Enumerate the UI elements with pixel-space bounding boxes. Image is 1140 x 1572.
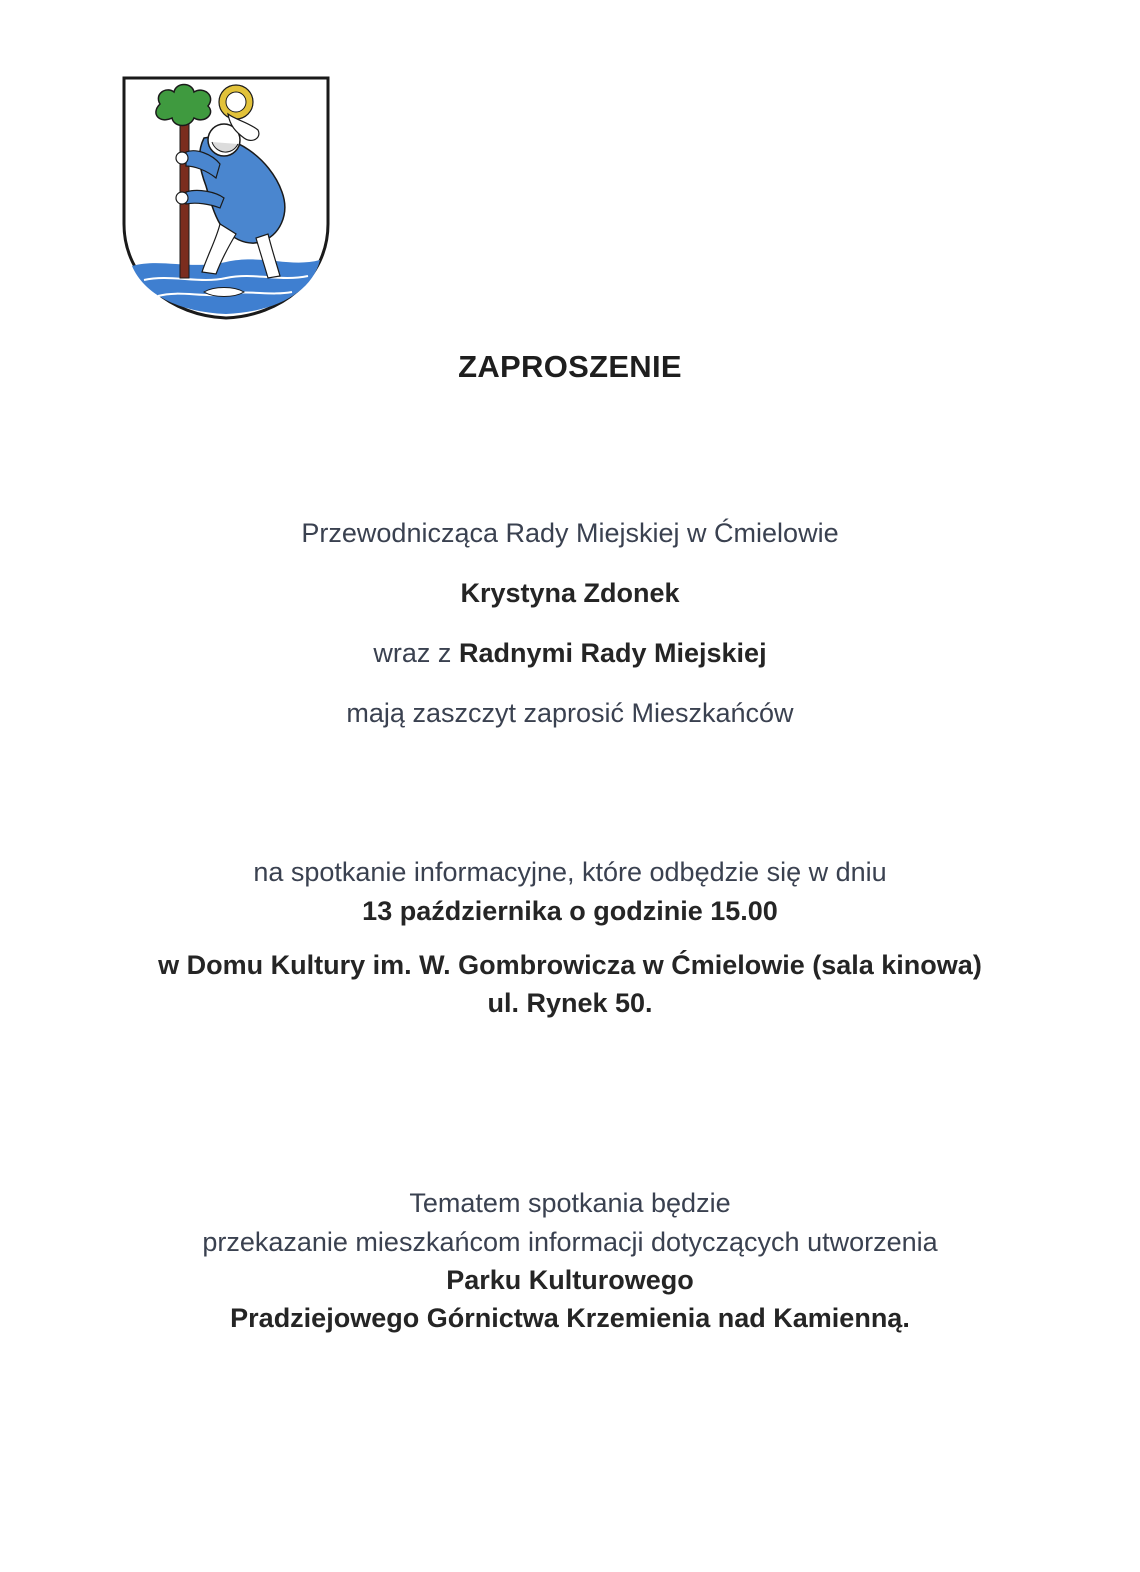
- councillors-prefix: wraz z: [373, 638, 452, 668]
- invitation-title: ZAPROSZENIE: [458, 349, 682, 384]
- meeting-address: ul. Rynek 50.: [487, 988, 653, 1018]
- meeting-line: na spotkanie informacyjne, które odbędzie się w dniu: [253, 857, 887, 887]
- invite-residents-line: mają zaszczyt zaprosić Mieszkańców: [346, 698, 794, 728]
- topic-bold-1: Parku Kulturowego: [446, 1265, 694, 1295]
- councillors-line: [0, 636, 1140, 670]
- councillors-bold: Radnymi Rady Miejskiej: [458, 638, 767, 668]
- topic-description: przekazanie mieszkańcom informacji dotyczących utworzenia: [202, 1227, 938, 1257]
- coat-of-arms-icon: [120, 74, 332, 322]
- chairwoman-line: Przewodnicząca Rady Miejskiej w Ćmielowie: [301, 518, 839, 548]
- meeting-venue: w Domu Kultury im. W. Gombrowicza w Ćmielowie (sala kinowa): [158, 950, 982, 980]
- chairwoman-name: Krystyna Zdonek: [460, 578, 680, 608]
- topic-bold-2: Pradziejowego Górnictwa Krzemienia nad Kamienną.: [230, 1303, 910, 1333]
- meeting-date-time: 13 października o godzinie 15.00: [362, 896, 778, 926]
- topic-intro: Tematem spotkania będzie: [409, 1188, 731, 1218]
